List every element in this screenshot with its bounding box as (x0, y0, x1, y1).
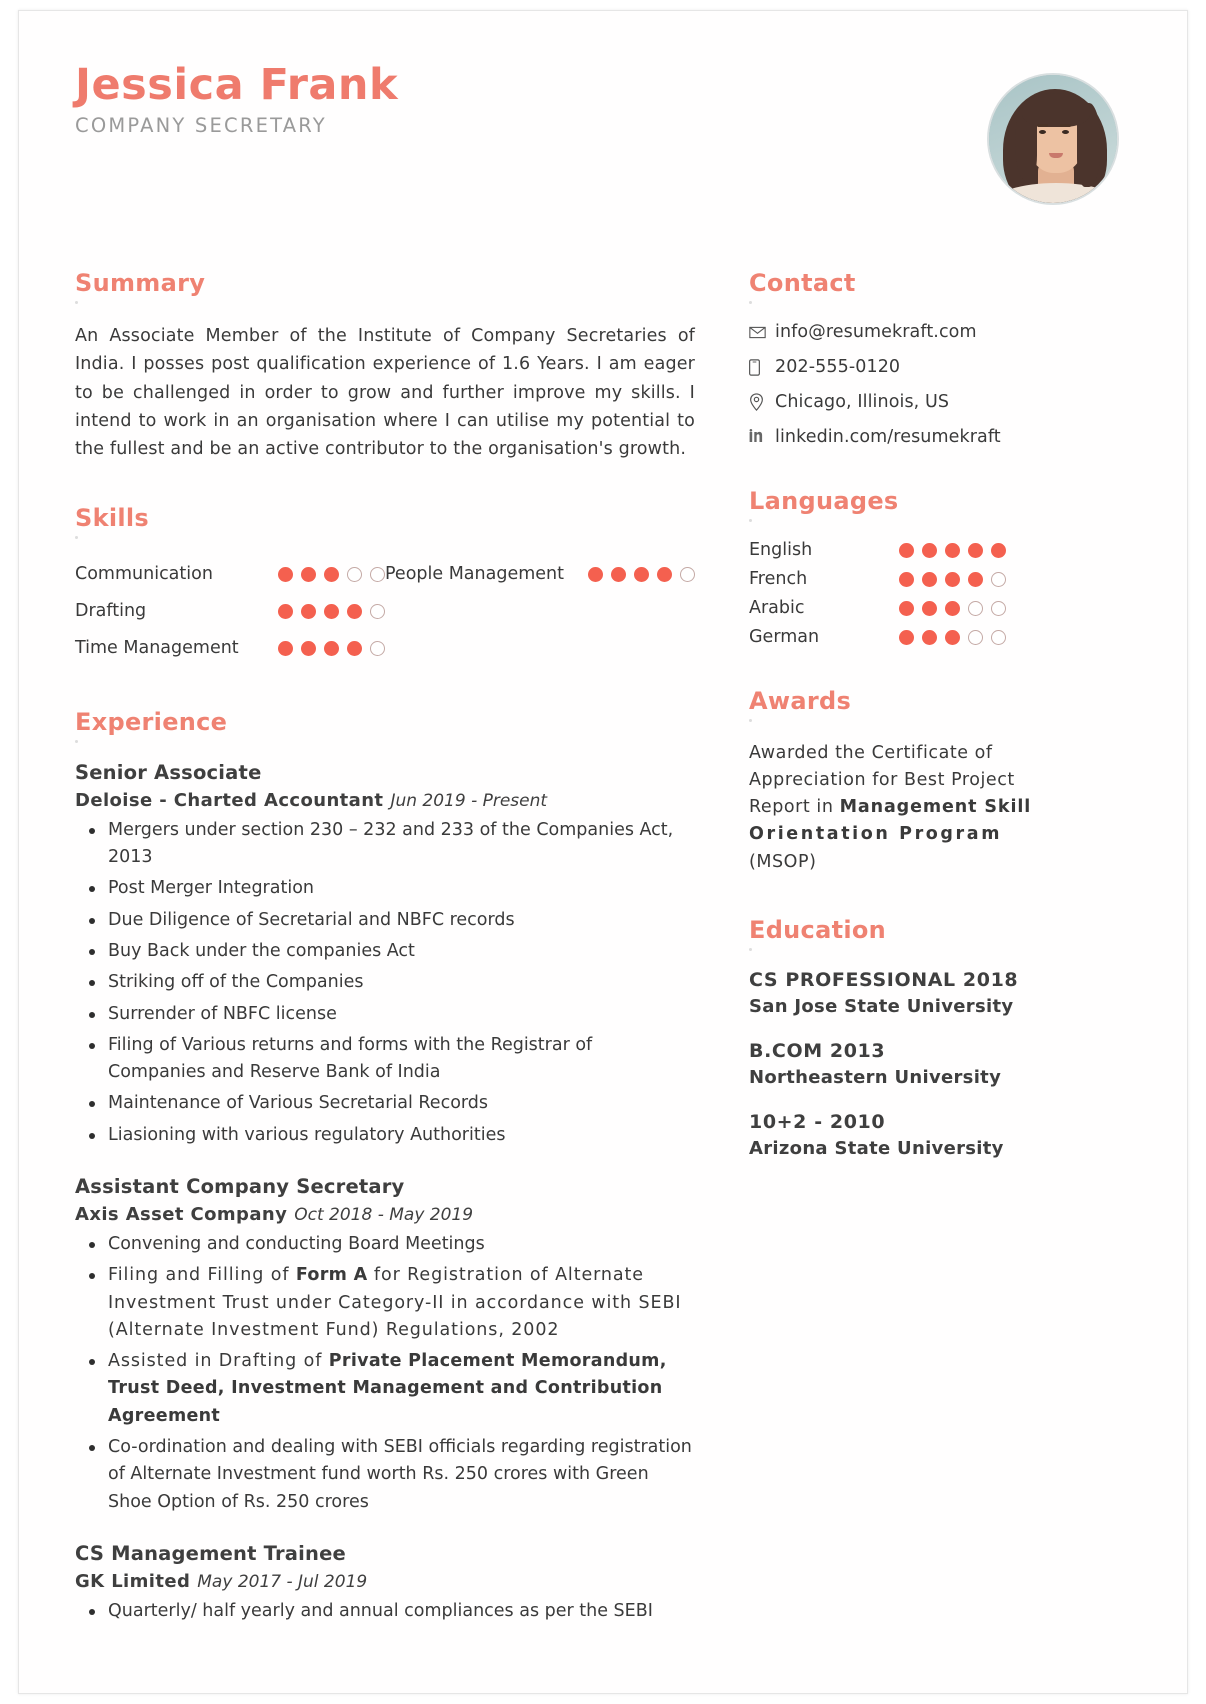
contact-list (749, 322, 1055, 447)
skill-rating-dots (278, 567, 385, 582)
rating-dot (278, 641, 293, 656)
experience-item (75, 761, 695, 1149)
rating-dot (945, 572, 960, 587)
skill-label: Time Management (75, 638, 239, 659)
rating-dot (278, 567, 293, 582)
experience-section (75, 708, 695, 1626)
heading-dot-divider (75, 740, 78, 743)
rating-dot (991, 601, 1006, 616)
rating-dot (301, 641, 316, 656)
heading-dot-divider (749, 301, 752, 304)
rating-dot (899, 601, 914, 616)
rating-dot (899, 630, 914, 645)
language-row (749, 540, 1055, 560)
language-row (749, 627, 1055, 647)
skill-row (385, 557, 695, 592)
language-rating-dots (899, 572, 1006, 587)
rating-dot (968, 601, 983, 616)
language-row (749, 569, 1055, 589)
rating-dot (657, 567, 672, 582)
rating-dot (370, 567, 385, 582)
education-degree: 10+2 - 2010 (749, 1110, 886, 1133)
skills-column (385, 557, 695, 668)
job-bullet: Buy Back under the companies Act (75, 938, 695, 965)
experience-item (75, 1542, 695, 1625)
awards-heading: Awards (749, 687, 852, 715)
experience-item (75, 1175, 695, 1516)
resume-sheet (18, 10, 1188, 1694)
contact-row[interactable] (749, 427, 1055, 447)
language-row (749, 598, 1055, 618)
rating-dot (347, 641, 362, 656)
language-label: English (749, 540, 813, 560)
rating-dot (347, 604, 362, 619)
education-degree: CS PROFESSIONAL 2018 (749, 968, 1019, 991)
education-heading: Education (749, 915, 887, 944)
job-bullet: Co-ordination and dealing with SEBI officials regarding registration of Alternate Investment fund worth Rs. 250 crores with Green Shoe Option of Rs. 250 crores (75, 1434, 695, 1516)
rating-dot (611, 567, 626, 582)
rating-dot (991, 630, 1006, 645)
languages-heading: Languages (749, 487, 899, 515)
phone-icon (749, 359, 775, 376)
rating-dot (899, 543, 914, 558)
job-bullet: Maintenance of Various Secretarial Records (75, 1090, 695, 1117)
language-label: French (749, 569, 808, 589)
rating-dot (301, 604, 316, 619)
language-rating-dots (899, 601, 1006, 616)
jobs-list (75, 761, 695, 1626)
job-company: Axis Asset Company (75, 1203, 288, 1225)
job-title: Assistant Company Secretary (75, 1174, 405, 1198)
job-title: CS Management Trainee (75, 1541, 346, 1565)
page-title: Jessica Frank (75, 60, 399, 110)
education-item (749, 1040, 1055, 1088)
language-label: German (749, 627, 820, 647)
skills-grid (75, 557, 695, 668)
job-bullet: Convening and conducting Board Meetings (75, 1231, 695, 1258)
avatar (987, 73, 1119, 205)
contact-value: 202-555-0120 (775, 357, 901, 377)
location-pin-icon (749, 393, 775, 411)
rating-dot (945, 601, 960, 616)
job-dates: Oct 2018 - May 2019 (294, 1204, 474, 1225)
skill-label: Communication (75, 564, 213, 585)
job-dates: May 2017 - Jul 2019 (197, 1571, 368, 1592)
education-item (749, 969, 1055, 1017)
job-bullets (75, 1231, 695, 1516)
rating-dot (922, 572, 937, 587)
job-bullet: Filing of Various returns and forms with the Registrar of Companies and Reserve Bank of India (75, 1032, 695, 1087)
rating-dot (991, 543, 1006, 558)
resume-header (75, 60, 1131, 213)
rating-dot (324, 567, 339, 582)
linkedin-icon (749, 429, 775, 445)
rating-dot (899, 572, 914, 587)
contact-value: linkedin.com/resumekraft (775, 427, 1001, 447)
main-column (75, 269, 725, 1651)
skills-heading: Skills (75, 503, 150, 532)
education-list (749, 969, 1055, 1159)
job-dates: Jun 2019 - Present (390, 790, 548, 811)
contact-value: Chicago, Illinois, US (775, 392, 950, 412)
rating-dot (588, 567, 603, 582)
job-bullet: Filing and Filling of Form A for Registration of Alternate Investment Trust under Category-II in accordance with SEBI (Alternate Investment Fund) Regulations, 2002 (75, 1262, 695, 1344)
skill-row (75, 557, 385, 592)
rating-dot (922, 543, 937, 558)
summary-section (75, 269, 695, 464)
skill-row (75, 631, 385, 666)
contact-row[interactable] (749, 392, 1055, 412)
job-bullet: Post Merger Integration (75, 875, 695, 902)
job-bullet: Assisted in Drafting of Private Placement Memorandum, Trust Deed, Investment Management and Contribution Agreement (75, 1348, 695, 1430)
job-company-line (75, 1204, 695, 1225)
contact-row[interactable] (749, 322, 1055, 342)
education-item (749, 1111, 1055, 1159)
language-label: Arabic (749, 598, 805, 618)
rating-dot (922, 601, 937, 616)
heading-dot-divider (75, 301, 78, 304)
skills-section (75, 504, 695, 668)
education-degree: B.COM 2013 (749, 1039, 886, 1062)
language-rating-dots (899, 543, 1006, 558)
skill-rating-dots (278, 641, 385, 656)
rating-dot (347, 567, 362, 582)
language-rating-dots (899, 630, 1006, 645)
rating-dot (922, 630, 937, 645)
summary-text: An Associate Member of the Institute of Company Secretaries of India. I posses post qualification experience of 1.6 Years. I am eager to be challenged in order to grow and further improve my skills. I intend to work in an organisation where I can utilise my potential to the fullest and be an active contributor to the organisation's growth. (75, 326, 695, 460)
skills-column (75, 557, 385, 668)
heading-dot-divider (749, 719, 752, 722)
job-bullets (75, 1598, 695, 1625)
job-bullet: Striking off of the Companies (75, 969, 695, 996)
job-role-subtitle: COMPANY SECRETARY (75, 114, 327, 138)
heading-dot-divider (749, 519, 752, 522)
experience-heading: Experience (75, 707, 228, 736)
heading-dot-divider (749, 948, 752, 951)
job-bullet: Mergers under section 230 – 232 and 233 of the Companies Act, 2013 (75, 817, 695, 872)
skill-rating-dots (588, 567, 695, 582)
heading-dot-divider (75, 536, 78, 539)
skill-label: Drafting (75, 601, 147, 622)
skill-rating-dots (278, 604, 385, 619)
education-section (749, 916, 1055, 1159)
rating-dot (968, 572, 983, 587)
job-company-line (75, 1571, 695, 1592)
languages-section (749, 487, 1055, 647)
contact-value: info@resumekraft.com (775, 322, 977, 342)
education-school: San Jose State University (749, 995, 1014, 1017)
rating-dot (324, 604, 339, 619)
job-company: GK Limited (75, 1570, 191, 1592)
sidebar-column (725, 269, 1055, 1651)
contact-heading: Contact (749, 269, 856, 297)
languages-list (749, 540, 1055, 647)
rating-dot (991, 572, 1006, 587)
job-company: Deloise - Charted Accountant (75, 789, 384, 811)
rating-dot (945, 543, 960, 558)
skill-label: People Management (385, 564, 564, 585)
rating-dot (968, 543, 983, 558)
awards-section (749, 687, 1055, 876)
contact-section (749, 269, 1055, 447)
skill-row (75, 594, 385, 629)
education-school: Arizona State University (749, 1137, 1004, 1159)
rating-dot (370, 641, 385, 656)
job-bullet: Liasioning with various regulatory Authorities (75, 1122, 695, 1149)
job-bullets (75, 817, 695, 1149)
job-company-line (75, 790, 695, 811)
envelope-icon (749, 326, 775, 339)
rating-dot (968, 630, 983, 645)
contact-row[interactable] (749, 357, 1055, 377)
rating-dot (324, 641, 339, 656)
job-bullet: Due Diligence of Secretarial and NBFC records (75, 907, 695, 934)
rating-dot (945, 630, 960, 645)
job-title: Senior Associate (75, 760, 262, 784)
rating-dot (634, 567, 649, 582)
rating-dot (278, 604, 293, 619)
education-school: Northeastern University (749, 1066, 1002, 1088)
awards-text: Awarded the Certificate of Appreciation for Best Project Report in Management Skill Orientation Program (MSOP) (749, 743, 1032, 872)
job-bullet: Surrender of NBFC license (75, 1001, 695, 1028)
job-bullet: Quarterly/ half yearly and annual compliances as per the SEBI (75, 1598, 695, 1625)
rating-dot (301, 567, 316, 582)
rating-dot (680, 567, 695, 582)
rating-dot (370, 604, 385, 619)
summary-heading: Summary (75, 269, 206, 297)
